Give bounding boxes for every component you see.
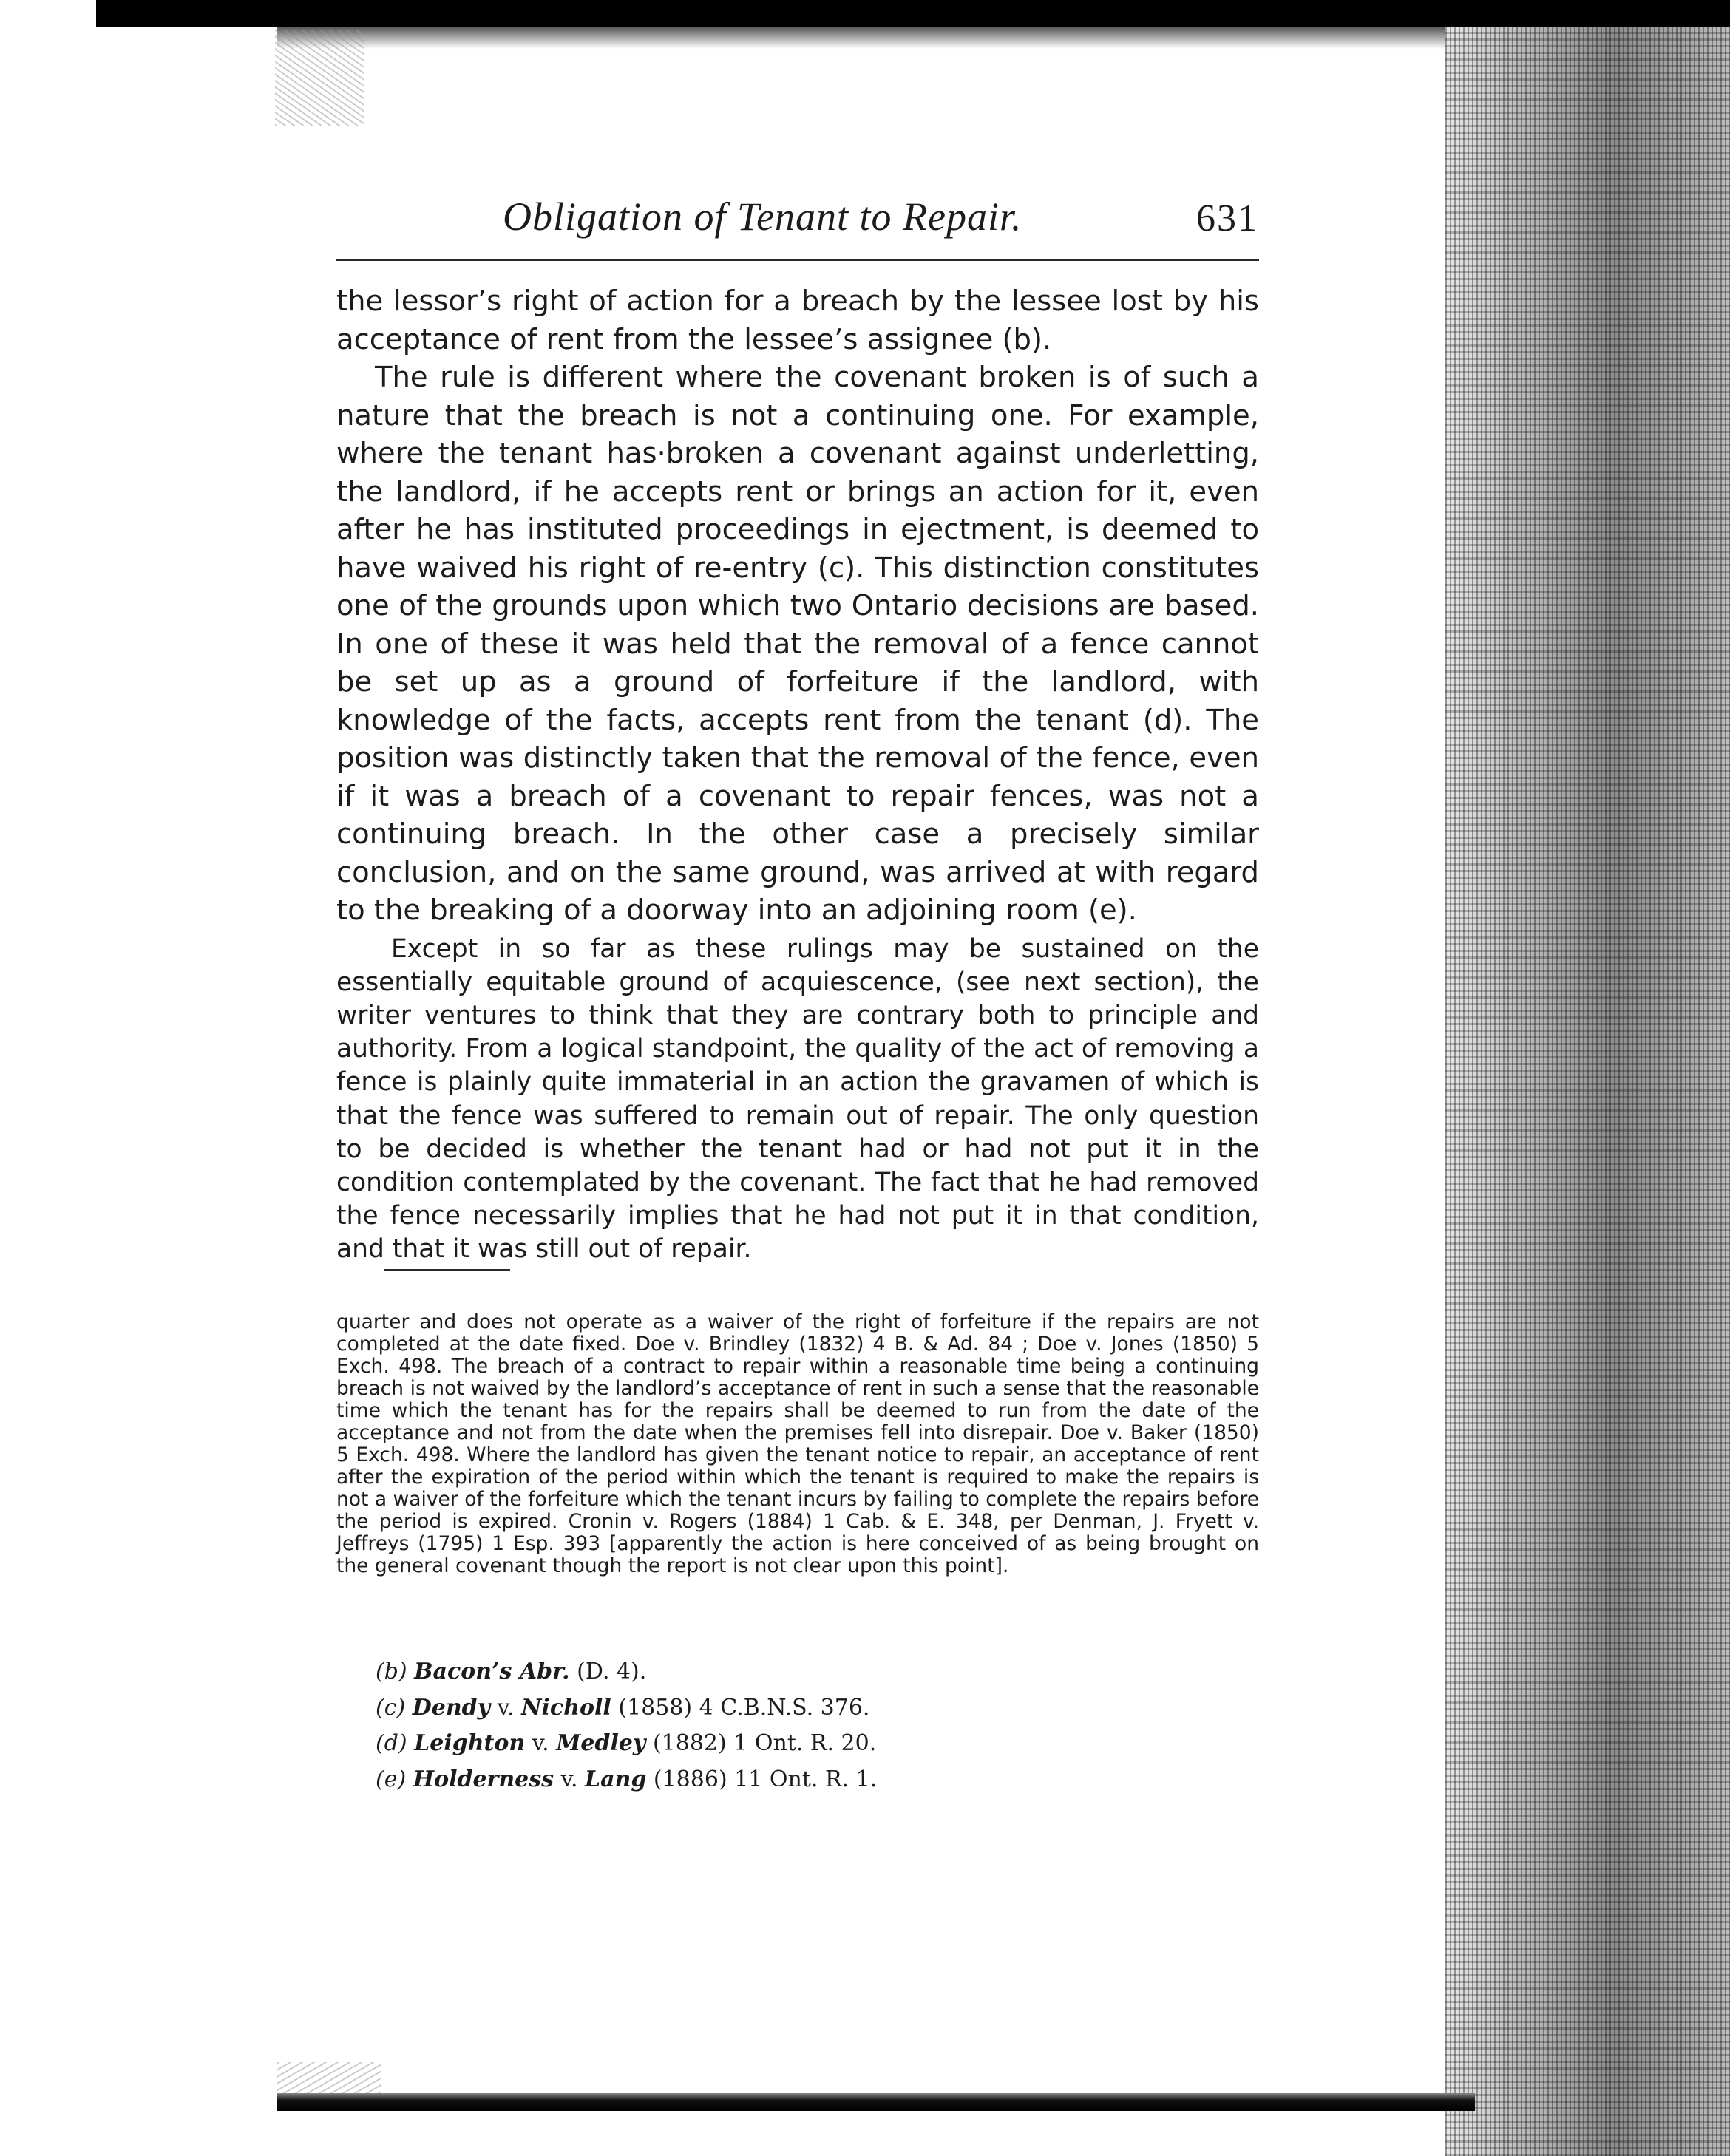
footnote-case: Holderness xyxy=(413,1766,554,1792)
footnote-marker: (c) xyxy=(376,1694,406,1721)
scan-speckle-top-left xyxy=(275,30,364,126)
footnote-versus: v. xyxy=(490,1694,522,1721)
footnote-case-2: Medley xyxy=(556,1730,646,1756)
scan-right-edge xyxy=(1445,27,1730,2156)
footnote-b xyxy=(376,1654,1263,1690)
scan-top-shadow xyxy=(277,27,1445,49)
scan-top-edge xyxy=(96,0,1730,27)
footnote-versus: v. xyxy=(525,1730,557,1756)
footnote-continuation: quarter and does not operate as a waiver of the right of forfeiture if the repairs are not completed at the date fixed. Doe v. Brindley (1832) 4 B. & Ad. 84 ; Doe v. Jones (1850) 5 Exch. 498. The breach of a contract to repair within a reasonable time being a continuing breach is not waived by the landlord’s acceptance of rent in such a sense that the reasonable time which the tenant has for the repairs shall be deemed to run from the date of the acceptance and not from the date when the premises fell into disrepair. Doe v. Baker (1850) 5 Exch. 498. Where the landlord has given the tenant notice to repair, an acceptance of rent after the expiration of the period within which the tenant is required to make the repairs is not a waiver of the forfeiture which the tenant incurs by failing to complete the repairs before the period is expired. Cronin v. Rogers (1884) 1 Cab. & E. 348, per Denman, J. Fryett v. Jeffreys (1795) 1 Esp. 393 [apparently the action is here conceived of as being brought on the general covenant though the report is not clear upon this point]. xyxy=(336,1310,1259,1577)
running-head: Obligation of Tenant to Repair. xyxy=(503,194,1022,239)
page-number: 631 xyxy=(1196,197,1258,239)
footnote-citation: (1882) 1 Ont. R. 20. xyxy=(645,1730,877,1756)
body-text xyxy=(336,282,1259,1267)
scan-speckle-bottom-left xyxy=(277,2062,381,2093)
footnote-citation: (1858) 4 C.B.N.S. 376. xyxy=(611,1694,870,1721)
footnote-case-2: Nicholl xyxy=(521,1694,611,1721)
footnote-case: Bacon’s Abr. xyxy=(414,1659,570,1684)
footnote-d xyxy=(376,1726,1263,1762)
footnote-case: Leighton xyxy=(414,1730,526,1756)
footnote-list xyxy=(376,1654,1263,1798)
footnote-citation: (D. 4). xyxy=(577,1659,647,1684)
footnote-case: Dendy xyxy=(412,1694,491,1721)
footnote-rule xyxy=(384,1269,510,1271)
footnote-marker: (d) xyxy=(376,1730,407,1756)
footnote-e xyxy=(376,1762,1263,1798)
scan-bottom-edge xyxy=(277,2093,1475,2111)
paragraph-except: Except in so far as these rulings may be sustained on the essentially equitable ground of acquiescence, (see next section), the writer ventures to think that they are contrary both to principle and authority. From a logical standpoint, the quality of the act of removing a fence is plainly quite immaterial in an action the gravamen of which is that the fence was suffered to remain out of repair. The only question to be decided is whether the tenant had or had not put it in the condition contemplated by the covenant. The fact that he had removed the fence necessarily implies that he had not put it in that condition, and that it was still out of repair. xyxy=(336,934,1259,1265)
footnote-marker: (b) xyxy=(376,1659,407,1684)
footnote-marker: (e) xyxy=(376,1766,407,1792)
footnote-case-2: Lang xyxy=(585,1766,647,1792)
footnote-versus: v. xyxy=(554,1766,586,1792)
paragraph-continuation: the lessor’s right of action for a breach by the lessee lost by his acceptance of rent from the lessee’s assignee (b). xyxy=(336,285,1259,356)
footnote-citation: (1886) 11 Ont. R. 1. xyxy=(646,1766,878,1792)
header-rule xyxy=(336,259,1259,261)
footnote-c xyxy=(376,1690,1263,1727)
paragraph-rule-different: The rule is different where the covenant broken is of such a nature that the breach is not a continuing one. For example, where the tenant has·broken a covenant against underletting, the landlord, if he accepts rent or brings an action for it, even after he has instituted proceedings in ejectment, is deemed to have waived his right of re-entry (c). This distinction constitutes one of the grounds upon which two Ontario decisions are based. In one of these it was held that the removal of a fence cannot be set up as a ground of forfeiture if the landlord, with knowledge of the facts, accepts rent from the tenant (d). The position was distinctly taken that the removal of the fence, even if it was a breach of a covenant to repair fences, was not a continuing breach. In the other case a precisely similar conclusion, and on the same ground, was arrived at with regard to the breaking of a doorway into an adjoining room (e). xyxy=(336,361,1259,927)
